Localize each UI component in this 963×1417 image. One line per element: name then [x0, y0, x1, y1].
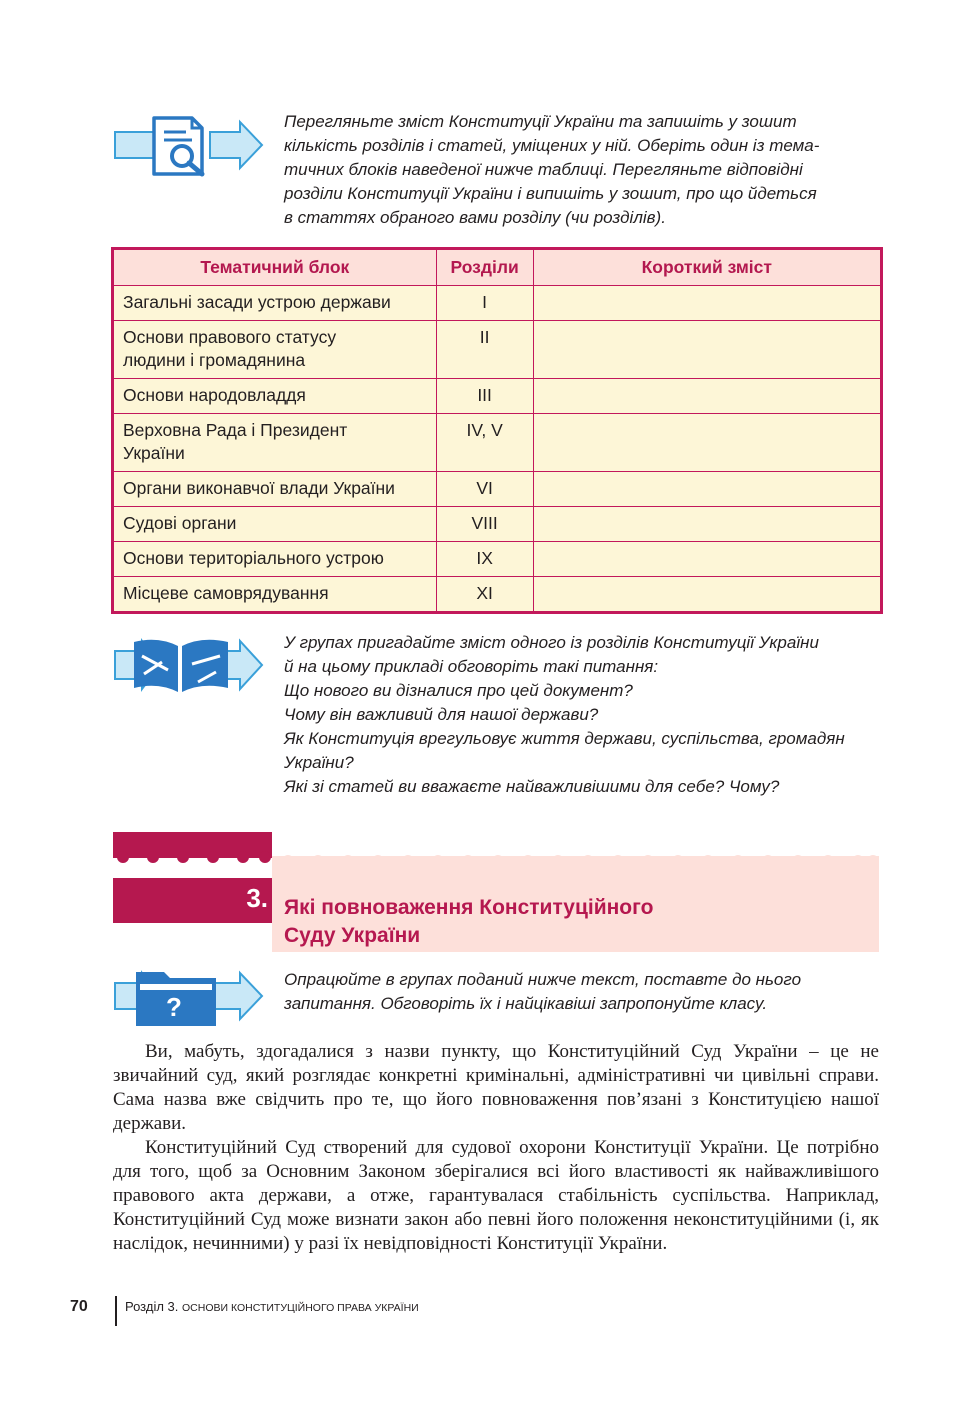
section-header [113, 832, 879, 952]
task-instructions [284, 110, 882, 230]
cell-sections: III [436, 379, 533, 414]
section-title [284, 894, 653, 950]
cell-block: Судові органи [114, 507, 437, 542]
task-line: розділи Конституції України і випишіть у зошит, про що йдеться [284, 184, 817, 203]
page-number: 70 [70, 1298, 88, 1315]
footer-chapter [125, 1299, 419, 1314]
task-block-discussion [112, 631, 882, 801]
task-line: кількість розділів і статей, уміщених у ній. Оберіть один із тема- [284, 136, 820, 155]
group-discussion-book-icon [112, 634, 267, 704]
task-line: У групах пригадайте зміст одного із розділів Конституції України [284, 633, 819, 652]
task-block-research [112, 110, 882, 235]
task-block-questions [112, 968, 882, 1028]
table-row [114, 542, 881, 577]
cell-summary [533, 414, 880, 472]
question-folder-icon [112, 968, 267, 1038]
cell-summary [533, 577, 880, 612]
table-row [114, 379, 881, 414]
section-number-bar [113, 878, 272, 923]
chapter-title: ОСНОВИ КОНСТИТУЦІЙНОГО ПРАВА УКРАЇНИ [182, 1302, 419, 1314]
column-header-block: Тематичний блок [114, 250, 437, 286]
chapter-label: Розділ 3. [125, 1299, 179, 1314]
cell-sections: IV, V [436, 414, 533, 472]
cell-block: Основи народовладдя [114, 379, 437, 414]
table-row [114, 414, 881, 472]
cell-summary [533, 286, 880, 321]
paragraph: Конституційний Суд створений для судової охорони Конституції України. Це потрібно для того, щоб за Основним Законом зберігалися всі його властивості як найважливішого правового акта держави, а отже, гарантувалася стабільність суспільства. Наприклад, Конституційний Суд може визнати закон або певні його положення неконституційними (і, як наслідок, нечинними) у разі їх невідповідності Конституції України. [113, 1137, 879, 1254]
cell-summary [533, 472, 880, 507]
task-line: Які зі статей ви вважаєте найважливішими для себе? Чому? [284, 777, 780, 796]
table-row [114, 472, 881, 507]
task-line: Опрацюйте в групах поданий нижче текст, поставте до нього [284, 970, 802, 989]
document-search-icon [112, 110, 267, 180]
section-title-line: Які повноваження Конституційного [284, 896, 654, 919]
task-line: тичних блоків наведеної нижче таблиці. Перегляньте відповідні [284, 160, 803, 179]
table-row [114, 321, 881, 379]
cell-summary [533, 507, 880, 542]
cell-sections: VIII [436, 507, 533, 542]
body-text [113, 1040, 879, 1256]
column-header-summary: Короткий зміст [533, 250, 880, 286]
paragraph: Ви, мабуть, здогадалися з назви пункту, що Конституційний Суд України – це не звичайний суд, який розглядає конкретні кримінальні, адміністративні чи цивільні справи. Сама назва вже свідчить про те, що його повноваження пов’язані з Конституцією нашої держави. [113, 1041, 879, 1134]
table-row [114, 507, 881, 542]
table-row [114, 286, 881, 321]
cell-sections: II [436, 321, 533, 379]
footer-divider [115, 1296, 117, 1326]
cell-summary [533, 321, 880, 379]
cell-block-text: Основи правового статусу людини і громадянина [123, 327, 337, 370]
task-line: України? [284, 753, 354, 772]
task-line: Перегляньте зміст Конституції України та запишіть у зошит [284, 112, 797, 131]
table-header-row [114, 250, 881, 286]
task-line: Що нового ви дізналися про цей документ? [284, 681, 633, 700]
cell-sections: XI [436, 577, 533, 612]
section-title-line: Суду України [284, 924, 421, 947]
page-footer [0, 1295, 963, 1325]
cell-summary [533, 542, 880, 577]
task-line: й на цьому прикладі обговоріть такі питання: [284, 657, 659, 676]
task-line: запитання. Обговоріть їх і найцікавіші запропонуйте класу. [284, 994, 768, 1013]
cell-block: Місцеве самоврядування [114, 577, 437, 612]
task-line: Чому він важливий для нашої держави? [284, 705, 599, 724]
svg-text:?: ? [166, 992, 182, 1022]
cell-block: Органи виконавчої влади України [114, 472, 437, 507]
cell-block: Загальні засади устрою держави [114, 286, 437, 321]
cell-block [114, 414, 437, 472]
scallop-border [113, 850, 879, 868]
task-line: Як Конституція врегульовує життя держави, суспільства, громадян [284, 729, 845, 748]
cell-block-text: Верховна Рада і Президент України [123, 420, 348, 463]
section-number: 3. [246, 883, 268, 913]
task-instructions [284, 631, 882, 799]
cell-sections: IX [436, 542, 533, 577]
column-header-sections: Розділи [436, 250, 533, 286]
cell-block: Основи територіального устрою [114, 542, 437, 577]
table-row [114, 577, 881, 612]
cell-sections: VI [436, 472, 533, 507]
cell-summary [533, 379, 880, 414]
task-line: в статтях обраного вами розділу (чи розділів). [284, 208, 666, 227]
constitution-themes-table [113, 249, 881, 612]
task-instructions [284, 968, 882, 1016]
cell-sections: I [436, 286, 533, 321]
cell-block [114, 321, 437, 379]
